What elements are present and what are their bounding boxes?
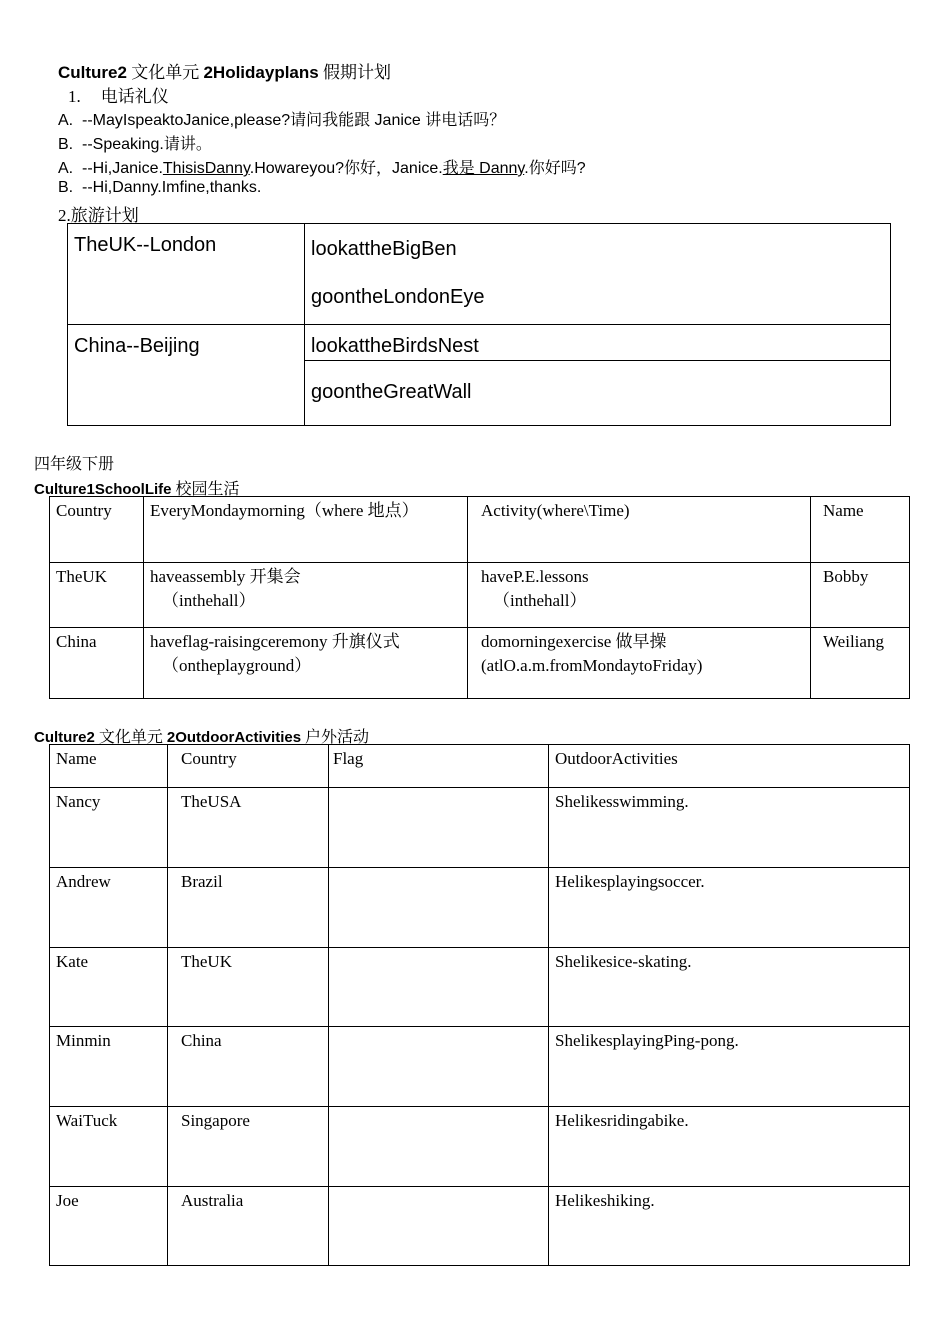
flag-cell bbox=[329, 1107, 549, 1187]
country-cell: TheUK bbox=[168, 948, 329, 1027]
flag-cell bbox=[329, 1187, 549, 1266]
table-row bbox=[68, 224, 891, 325]
travel-plan-heading: 2.旅游计划 bbox=[58, 206, 139, 225]
flag-cell bbox=[329, 788, 549, 868]
dialog-line: B. --Hi,Danny.Imfine,thanks. bbox=[58, 179, 262, 196]
activity-cell: ShelikesplayingPing-pong. bbox=[549, 1027, 910, 1107]
table-row bbox=[68, 325, 891, 361]
place-cell: China--Beijing bbox=[68, 325, 305, 426]
table-row bbox=[50, 948, 910, 1027]
activity-cell: Helikesplayingsoccer. bbox=[549, 868, 910, 948]
flag-cell bbox=[329, 948, 549, 1027]
dialog-line: B. --Speaking.请讲。 bbox=[58, 136, 212, 153]
table-row bbox=[50, 788, 910, 868]
flag-cell bbox=[329, 868, 549, 948]
plans-cell: goontheGreatWall bbox=[305, 361, 891, 426]
table-row bbox=[50, 628, 910, 699]
name-cell: Bobby bbox=[811, 563, 910, 628]
header-cell: EveryMondaymorning（where 地点） bbox=[144, 497, 468, 563]
header-cell: OutdoorActivities bbox=[549, 745, 910, 788]
header-cell: Flag bbox=[329, 745, 549, 788]
monday-cell: haveflag-raisingceremony 升旗仪式 （ontheplayground） bbox=[144, 628, 468, 699]
table-header-row bbox=[50, 497, 910, 563]
activity-cell: Shelikesswimming. bbox=[549, 788, 910, 868]
header-cell: Country bbox=[168, 745, 329, 788]
table-header-row bbox=[50, 745, 910, 788]
table-row bbox=[50, 1107, 910, 1187]
dialog-line: A. --Hi,Janice.ThisisDanny.Howareyou?你好，Janice.我是 Danny.你好吗? bbox=[58, 160, 586, 177]
country-cell: China bbox=[168, 1027, 329, 1107]
name-cell: Weiliang bbox=[811, 628, 910, 699]
phone-etiquette-heading: 1. 电话礼仪 bbox=[68, 87, 169, 106]
outdoor-activities-table bbox=[49, 744, 910, 1266]
activity-cell: Shelikesice-skating. bbox=[549, 948, 910, 1027]
outdoor-activities-heading: Culture2 文化单元 2OutdoorActivities 户外活动 bbox=[34, 729, 370, 746]
activity-cell: haveP.E.lessons （inthehall） bbox=[468, 563, 811, 628]
name-cell: Joe bbox=[50, 1187, 168, 1266]
country-cell: Brazil bbox=[168, 868, 329, 948]
country-cell: Singapore bbox=[168, 1107, 329, 1187]
header-cell: Name bbox=[50, 745, 168, 788]
name-cell: Kate bbox=[50, 948, 168, 1027]
table-row bbox=[50, 563, 910, 628]
name-cell: Andrew bbox=[50, 868, 168, 948]
flag-cell bbox=[329, 1027, 549, 1107]
grade-label: 四年级下册 bbox=[34, 456, 115, 473]
country-cell: TheUSA bbox=[168, 788, 329, 868]
plans-cell: lookattheBigBen goontheLondonEye bbox=[305, 224, 891, 325]
header-cell: Name bbox=[811, 497, 910, 563]
place-cell: TheUK--London bbox=[68, 224, 305, 325]
plans-cell: lookattheBirdsNest bbox=[305, 325, 891, 361]
dialog-line: A. --MayIspeaktoJanice,please?请问我能跟 Janice 讲电话吗？ bbox=[58, 112, 506, 129]
school-life-heading: Culture1SchoolLife 校园生活 bbox=[34, 481, 240, 498]
activity-cell: domorningexercise 做早操 (atlO.a.m.fromMondaytoFriday) bbox=[468, 628, 811, 699]
activity-cell: Helikeshiking. bbox=[549, 1187, 910, 1266]
monday-cell: haveassembly 开集会 （inthehall） bbox=[144, 563, 468, 628]
school-life-table bbox=[49, 496, 910, 699]
activity-cell: Helikesridingabike. bbox=[549, 1107, 910, 1187]
header-cell: Activity(where\Time) bbox=[468, 497, 811, 563]
country-cell: TheUK bbox=[50, 563, 144, 628]
name-cell: Minmin bbox=[50, 1027, 168, 1107]
table-row bbox=[50, 868, 910, 948]
country-cell: Australia bbox=[168, 1187, 329, 1266]
holiday-plans-heading: Culture2 文化单元 2Holidayplans 假期计划 bbox=[58, 63, 391, 82]
table-row bbox=[50, 1187, 910, 1266]
name-cell: Nancy bbox=[50, 788, 168, 868]
country-cell: China bbox=[50, 628, 144, 699]
header-cell: Country bbox=[50, 497, 144, 563]
name-cell: WaiTuck bbox=[50, 1107, 168, 1187]
table-row bbox=[50, 1027, 910, 1107]
travel-plan-table bbox=[67, 223, 891, 426]
